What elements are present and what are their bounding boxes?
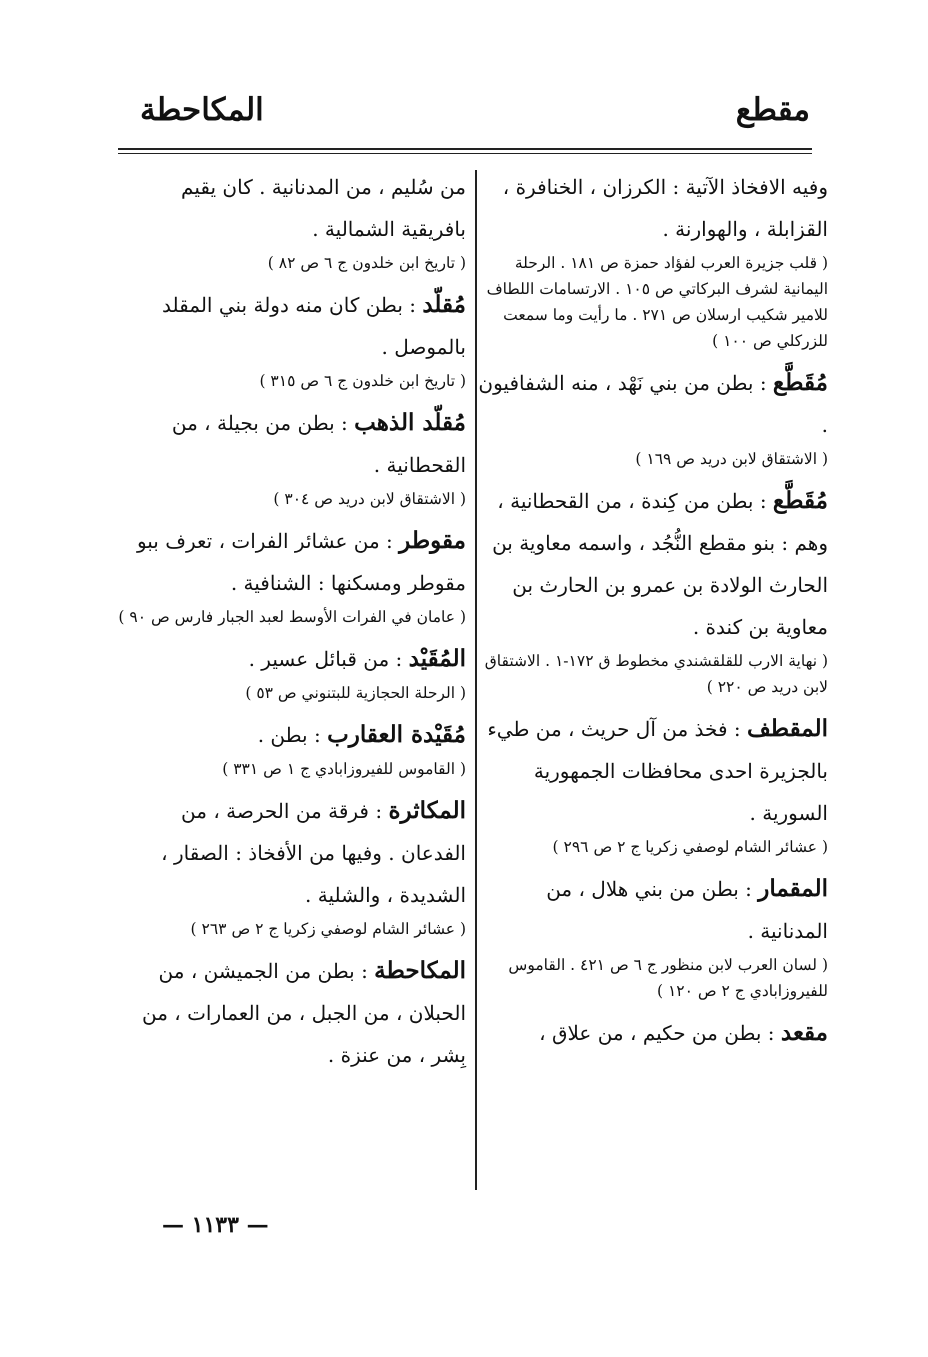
source-citation: ( عشائر الشام لوصفي زكريا ج ٢ ص ٢٦٣ ): [190, 920, 466, 938]
source-citation: ( الاشتقاق لابن دريد ص ٣٠٤ ): [273, 490, 466, 508]
entry-headword: المكاثرة: [388, 797, 466, 824]
right-column: [478, 166, 828, 1054]
header-left-word: المكاحطة: [140, 92, 264, 128]
entry-text: وفيه الافخاذ الآتية : الكرزان ، الخنافرة ، القزابلة ، والهوارنة .: [502, 175, 828, 241]
entry-text: : فرقة من الحرصة ، من الفدعان . وفيها من الأفخاذ : الصقار ، الشديدة ، والشلية .: [161, 799, 466, 907]
dictionary-entry: [116, 402, 466, 486]
dictionary-entry: [116, 284, 466, 368]
dictionary-entry: [478, 480, 828, 648]
source-citation: ( قلب جزيرة العرب لفؤاد حمزة ص ١٨١ . الرحلة اليمانية لشرف البركاتي ص ١٠٥ . الارتسامات اللطاف للامير شكيب ارسلان ص ٢٧١ . ما رأيت وما سمعت للزركلي ص ١٠٠ ): [486, 254, 828, 350]
entry-headword: المقطف: [746, 715, 828, 742]
entry-headword: المكاحطة: [374, 957, 466, 984]
source-citation: ( الاشتقاق لابن دريد ص ١٦٩ ): [635, 450, 828, 468]
entry-text: من سُليم ، من المدنانية . كان يقيم بافريقية الشمالية .: [181, 175, 466, 241]
entry-headword: مُقلّد الذهب: [354, 409, 466, 436]
entry-text: : بطن كان منه دولة بني المقلد بالموصل .: [162, 293, 466, 359]
entry-text: : من قبائل عسير .: [248, 647, 409, 671]
entry-headword: المُقَيْد: [408, 645, 466, 672]
entry-headword: مُقَطَّع: [772, 369, 828, 396]
entry-text: : من عشائر الفرات ، تعرف ببو مقوطر ومسكنها : الشنافية .: [136, 529, 466, 595]
entry-text: : بطن .: [257, 723, 328, 747]
dictionary-entry: [478, 166, 828, 250]
dictionary-entry: [116, 520, 466, 604]
entry-text: : بطن من بجيلة ، من القحطانية .: [171, 411, 466, 477]
source-citation: ( عشائر الشام لوصفي زكريا ج ٢ ص ٢٩٦ ): [552, 838, 828, 856]
page-number: — ١١٣٣ —: [162, 1212, 269, 1238]
source-citation: ( الرحلة الحجازية للبتنوني ص ٥٣ ): [245, 684, 466, 702]
entry-headword: المقمار: [758, 875, 828, 902]
entry-text: : فخذ من آل حريث ، من طيء بالجزيرة احدى محافظات الجمهورية السورية .: [487, 717, 828, 825]
entry-text: : بطن من بني هلال ، من المدنانية .: [546, 877, 828, 943]
entry-text: : بطن من كِندة ، من القحطانية ، وهم : بنو مقطع النُّجُد ، واسمه معاوية بن الحارث الولادة بن عمرو بن الحارث بن معاوية بن كندة .: [492, 489, 828, 639]
page-header: [120, 92, 810, 140]
dictionary-entry: [116, 638, 466, 680]
header-right-word: مقطع: [735, 92, 810, 128]
dictionary-entry: [478, 708, 828, 834]
left-column: [116, 166, 466, 1076]
source-citation: ( تاريخ ابن خلدون ج ٦ ص ٨٢ ): [267, 254, 466, 272]
entry-headword: مُقلّد: [422, 291, 466, 318]
entry-headword: مُقَيْدة العقارب: [327, 721, 466, 748]
entry-headword: مُقَطَّع: [772, 487, 828, 514]
source-citation: ( تاريخ ابن خلدون ج ٦ ص ٣١٥ ): [259, 372, 466, 390]
dictionary-entry: [116, 790, 466, 916]
dictionary-entry: [478, 362, 828, 446]
column-divider: [475, 170, 477, 1190]
dictionary-entry: [116, 950, 466, 1076]
source-citation: ( عامان في الفرات الأوسط لعبد الجبار فارس ص ٩٠ ): [118, 608, 466, 626]
dictionary-entry: [116, 166, 466, 250]
dictionary-entry: [478, 1012, 828, 1054]
source-citation: ( نهاية الارب للقلقشندي مخطوط ق ١٧٢-١ . الاشتقاق لابن دريد ص ٢٢٠ ): [484, 652, 828, 696]
entry-headword: مقعد: [780, 1019, 828, 1046]
header-rule-top: [118, 148, 812, 150]
source-citation: ( لسان العرب لابن منظور ج ٦ ص ٤٢١ . القاموس للفيروزابادي ج ٢ ص ١٢٠ ): [508, 956, 828, 1000]
entry-text: : بطن من الجميشن ، من الحبلان ، من الجبل ، من العمارات ، من بِشر ، من عنزة .: [142, 959, 466, 1067]
source-citation: ( القاموس للفيروزابادي ج ١ ص ٣٣١ ): [222, 760, 466, 778]
entry-headword: مقوطر: [399, 527, 466, 554]
header-rule-bottom: [118, 153, 812, 154]
dictionary-entry: [478, 868, 828, 952]
entry-text: : بطن من حكيم ، من علاق ،: [539, 1021, 781, 1045]
dictionary-entry: [116, 714, 466, 756]
entry-text: : بطن من بني نَهْد ، منه الشفافيون .: [478, 371, 828, 437]
